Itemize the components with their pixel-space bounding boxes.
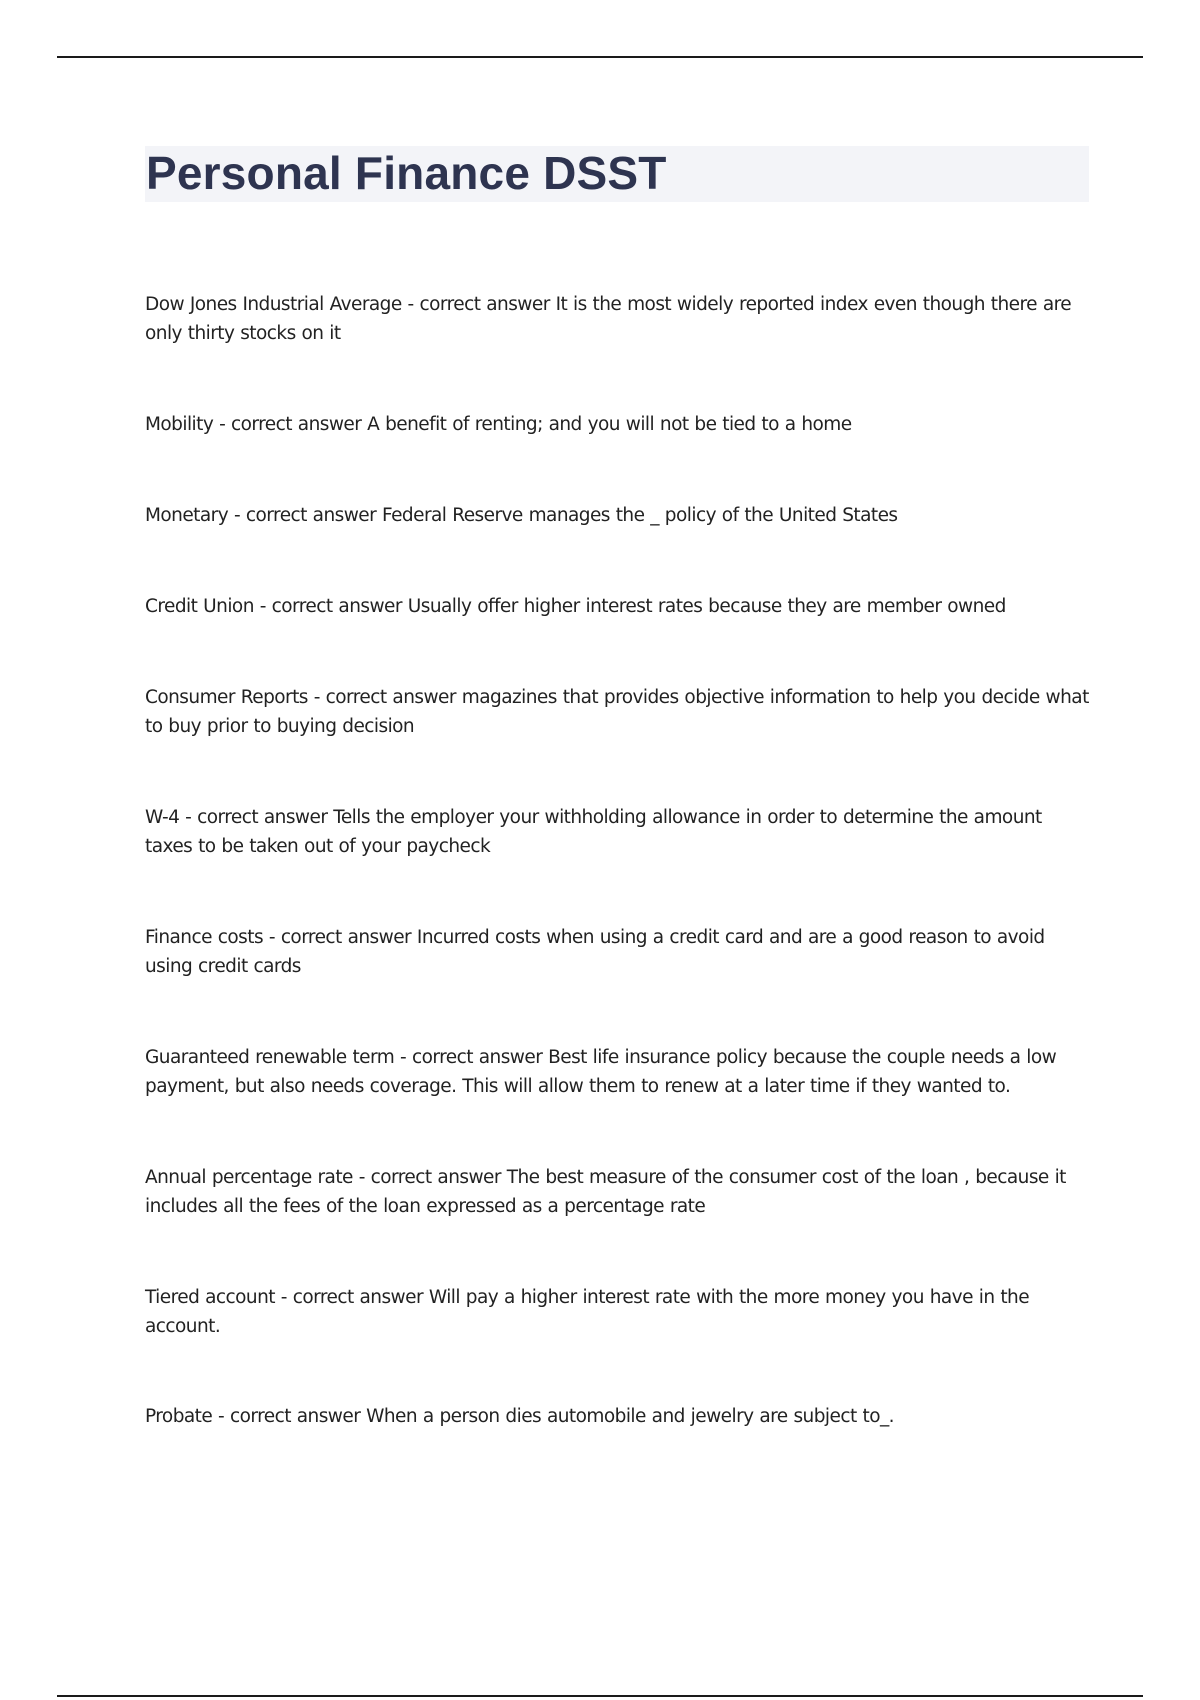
qa-item-credit-union: Credit Union - correct answer Usually offer higher interest rates because they are member owned: [145, 596, 1006, 617]
qa-item-guaranteed-renewable-term: Guaranteed renewable term - correct answer Best life insurance policy because the couple needs a low payment, but also needs coverage. This will allow them to renew at a later time if they wanted to.: [145, 1047, 1057, 1097]
qa-item-monetary: Monetary - correct answer Federal Reserve manages the _ policy of the United States: [145, 505, 898, 526]
qa-item-mobility: Mobility - correct answer A benefit of renting; and you will not be tied to a home: [145, 414, 852, 435]
qa-item-w4: W-4 - correct answer Tells the employer your withholding allowance in order to determine the amount taxes to be taken out of your paycheck: [145, 807, 1042, 857]
qa-item-probate: Probate - correct answer When a person dies automobile and jewelry are subject to_.: [145, 1406, 894, 1427]
qa-item-consumer-reports: Consumer Reports - correct answer magazines that provides objective information to help you decide what to buy prior to buying decision: [145, 687, 1089, 737]
qa-item-finance-costs: Finance costs - correct answer Incurred costs when using a credit card and are a good reason to avoid using credit cards: [145, 927, 1045, 977]
qa-item-tiered-account: Tiered account - correct answer Will pay a higher interest rate with the more money you have in the account.: [145, 1287, 1030, 1337]
qa-item-dow-jones: Dow Jones Industrial Average - correct answer It is the most widely reported index even though there are only thirty stocks on it: [145, 294, 1072, 344]
page-title: Personal Finance DSST: [146, 147, 667, 199]
top-divider: [57, 56, 1143, 58]
qa-item-annual-percentage-rate: Annual percentage rate - correct answer The best measure of the consumer cost of the loan , because it includes all the fees of the loan expressed as a percentage rate: [145, 1167, 1066, 1217]
bottom-divider: [57, 1695, 1143, 1697]
